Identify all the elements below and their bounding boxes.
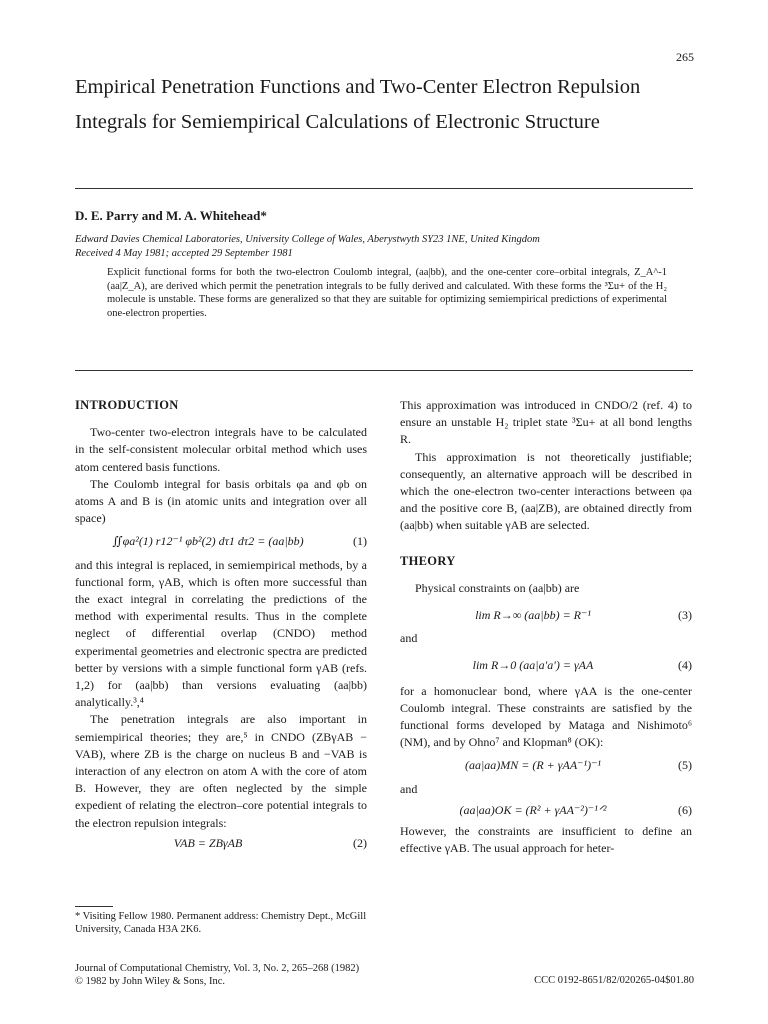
theory-paragraph-1: Physical constraints on (aa|bb) are	[415, 580, 580, 595]
equation-1-number: (1)	[353, 534, 367, 549]
equation-1-body: ∬φa²(1) r12⁻¹ φb²(2) dτ1 dτ2 = (aa|bb)	[112, 534, 304, 549]
intro-paragraph-4: The penetration integrals are also important in semiempirical theories; they are,⁵ in CNDO (ZBγAB − VAB), where ZB is the charge on nucleus B and −VAB is interaction of any electron on atom A with the core of atom B. However, they are often neglected by the simple expedient of relating the electron–core potential integrals to the electron repulsion integrals:	[75, 712, 367, 830]
equation-5	[400, 757, 692, 774]
equation-6-number: (6)	[678, 802, 692, 817]
copyright: © 1982 by John Wiley & Sons, Inc.	[75, 976, 225, 987]
equation-5-number: (5)	[678, 758, 692, 773]
equation-4	[400, 657, 692, 674]
intro-paragraph-1: Two-center two-electron integrals have to be calculated in the self-consistent molecular orbital method which uses atom centered basis functions.	[75, 425, 367, 474]
theory-paragraph-2: for a homonuclear bond, where γAA is the one-center Coulomb integral. These constraints are satisfied by the functional forms developed by Mataga and Nishimoto⁶ (NM), and by Ohno⁷ and Klopman⁸ (OK):	[400, 683, 692, 750]
equation-5-body: (aa|aa)MN = (R + γAA⁻¹)⁻¹	[464, 758, 602, 773]
journal-citation: Journal of Computational Chemistry, Vol. 3, No. 2, 265–268 (1982)	[75, 963, 360, 974]
title-rule	[75, 188, 693, 189]
equation-2-body: VAB = ZBγAB	[173, 835, 243, 850]
journal-info	[75, 962, 359, 988]
equation-6	[400, 802, 692, 819]
right-column	[400, 397, 692, 857]
equation-3	[400, 607, 692, 624]
received-date: Received 4 May 1981; accepted 29 September 1981	[75, 248, 293, 259]
and-connector-1: and	[400, 631, 418, 646]
affiliation: Edward Davies Chemical Laboratories, University College of Wales, Aberystwyth SY23 1NE, United Kingdom	[75, 234, 540, 245]
equation-2	[75, 835, 367, 852]
paper-title: Empirical Penetration Functions and Two-Center Electron Repulsion Integrals for Semiempirical Calculations of Electronic Structure	[75, 76, 641, 133]
right-paragraph-2: This approximation is not theoretically justifiable; consequently, an alternative approach will be described in which the one-electron two-center interactions between φa and the positive core B, (aa|ZB), are obtained directly from (aa|bb) when suitable γAB are selected.	[400, 449, 692, 533]
and-connector-2: and	[400, 781, 418, 796]
abstract-rule	[75, 370, 693, 371]
intro-paragraph-3: and this integral is replaced, in semiempirical methods, by a functional form, γAB, which is often more successful than the exact integral in correlating the predictions of the method with experimental results. Thus in the complete neglect of differential overlap (CNDO) method experimental geometries and electronic spectra are predicted better by versions with a simple functional form γAB (refs. 1,2) for (aa|bb) than versions evaluating (aa|bb) analytically.³,⁴	[75, 557, 367, 710]
footnote: * Visiting Fellow 1980. Permanent address: Chemistry Dept., McGill University, Canada H3A 2K6.	[75, 911, 367, 935]
abstract: Explicit functional forms for both the two-electron Coulomb integral, (aa|bb), and the one-center core–orbital integrals, Z_A^-1 (aa|Z_A), are derived which permit the penetration integrals to be fully derived and calculated. With these forms the ³Σu+ of the H₂ molecule is unstable. These forms are generalized so that they are suitable for optimizing semiempirical predictions of experimental one-electron properties.	[107, 267, 667, 319]
intro-paragraph-2: The Coulomb integral for basis orbitals φa and φb on atoms A and B is (in atomic units and integration over all space)	[75, 476, 367, 526]
equation-4-number: (4)	[678, 658, 692, 673]
equation-3-number: (3)	[678, 608, 692, 623]
section-heading-theory: THEORY	[400, 553, 456, 568]
right-paragraph-1: This approximation was introduced in CNDO/2 (ref. 4) to ensure an unstable H₂ triplet state ³Σu+ at all bond lengths R.	[400, 398, 692, 447]
equation-1	[75, 533, 367, 550]
section-heading-introduction: INTRODUCTION	[75, 398, 179, 412]
theory-paragraph-3: However, the constraints are insufficient to define an effective γAB. The usual approach for heter-	[400, 824, 692, 856]
ccc-code: CCC 0192-8651/82/020265-04$01.80	[534, 975, 694, 986]
left-column	[75, 397, 367, 855]
equation-2-number: (2)	[353, 835, 367, 850]
affiliation-block	[75, 233, 695, 261]
page-number: 265	[676, 50, 694, 64]
equation-4-body: lim R→0 (aa|a′a′) = γAA	[472, 658, 594, 673]
equation-3-body: lim R→∞ (aa|bb) = R⁻¹	[475, 608, 591, 623]
equation-6-body: (aa|aa)OK = (R² + γAA⁻²)⁻¹ᐟ²	[459, 802, 607, 817]
footnote-rule	[75, 906, 113, 907]
authors: D. E. Parry and M. A. Whitehead*	[75, 208, 267, 223]
